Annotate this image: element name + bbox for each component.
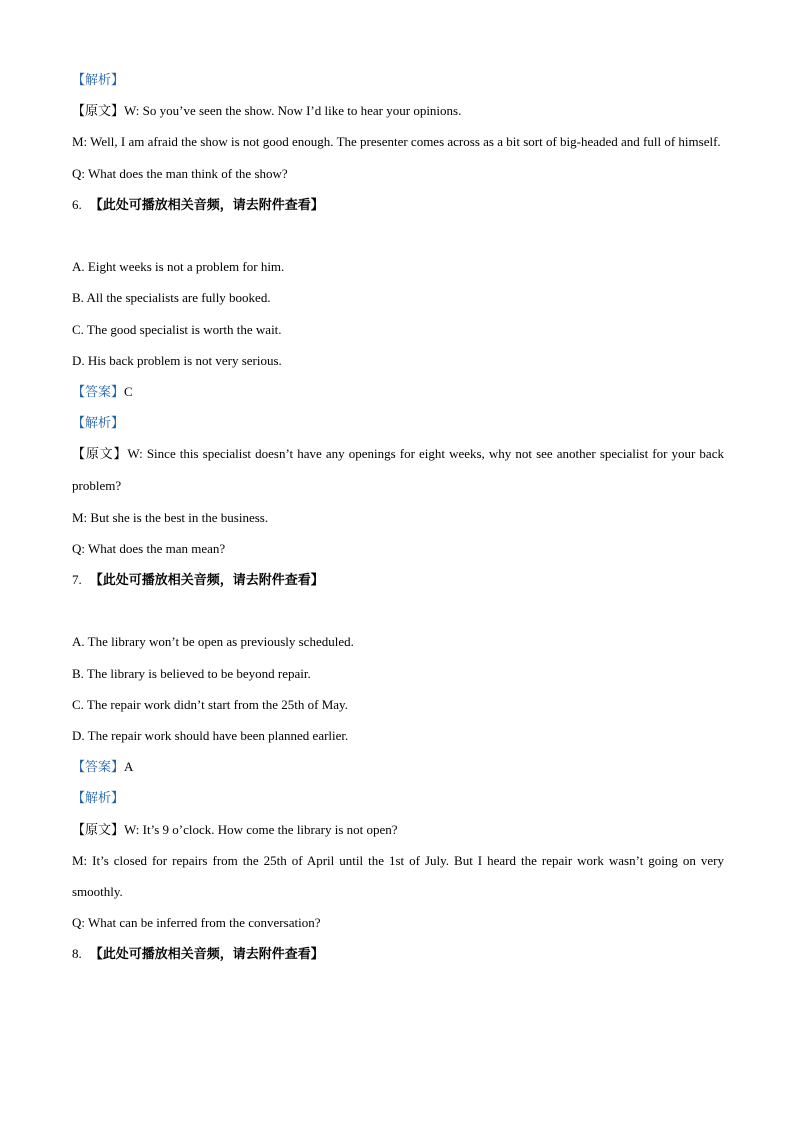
answer-label: 【答案】: [72, 384, 125, 400]
transcript-text: W: It’s 9 o’clock. How come the library is not open?: [124, 821, 398, 837]
audio-placeholder[interactable]: 【此处可播放相关音频，请去附件查看】: [89, 573, 324, 589]
answer-line: [72, 376, 724, 407]
spacer: [72, 595, 724, 626]
option-a: A. The library won’t be open as previously scheduled.: [72, 634, 354, 650]
transcript-text: W: So you’ve seen the show. Now I’d like to hear your opinions.: [124, 103, 462, 119]
transcript-w-line: [72, 438, 724, 501]
analysis-label: 【解析】: [72, 791, 125, 807]
transcript-w-line: [72, 95, 724, 126]
transcript-label: 【原文】: [72, 104, 125, 120]
transcript-q-line: Q: What can be inferred from the conversation?: [72, 915, 321, 931]
analysis-label: 【解析】: [72, 416, 125, 432]
option-b: B. The library is believed to be beyond repair.: [72, 665, 311, 681]
option-c: C. The good specialist is worth the wait.: [72, 321, 282, 337]
transcript-w-line: [72, 814, 724, 845]
option-b: B. All the specialists are fully booked.: [72, 290, 271, 306]
document-page: [72, 64, 724, 970]
analysis-heading: [72, 64, 724, 95]
audio-placeholder[interactable]: 【此处可播放相关音频，请去附件查看】: [89, 947, 324, 963]
transcript-label: 【原文】: [72, 822, 125, 838]
answer-value: A: [124, 759, 134, 775]
answer-label: 【答案】: [72, 760, 125, 776]
question-6-header: [72, 189, 724, 220]
analysis-label: 【解析】: [72, 73, 125, 88]
question-number: 8.: [72, 946, 82, 962]
option-d: D. His back problem is not very serious.: [72, 352, 282, 368]
answer-line: [72, 751, 724, 782]
transcript-m-line: M: It’s closed for repairs from the 25th of April until the 1st of July. But I heard the repair work wasn’t going on very smoothly.: [72, 852, 724, 899]
transcript-q-line: Q: What does the man mean?: [72, 540, 226, 556]
audio-placeholder[interactable]: 【此处可播放相关音频，请去附件查看】: [89, 197, 324, 213]
question-number: 7.: [72, 572, 82, 588]
question-7-header: [72, 564, 724, 595]
option-d: D. The repair work should have been planned earlier.: [72, 727, 349, 743]
answer-value: C: [124, 383, 133, 399]
transcript-m-line: M: But she is the best in the business.: [72, 509, 269, 525]
transcript-m-line: M: Well, I am afraid the show is not good enough. The presenter comes across as a bit sort of big-headed and full of himself.: [72, 134, 721, 150]
option-a: A. Eight weeks is not a problem for him.: [72, 259, 285, 275]
analysis-heading: [72, 782, 724, 813]
question-8-header: [72, 938, 724, 969]
question-number: 6.: [72, 196, 82, 212]
transcript-text: W: Since this specialist doesn’t have any openings for eight weeks, why not see another specialist for your back problem?: [72, 446, 724, 494]
option-c: C. The repair work didn’t start from the 25th of May.: [72, 696, 348, 712]
analysis-heading: [72, 407, 724, 438]
transcript-q-line: Q: What does the man think of the show?: [72, 165, 288, 181]
transcript-label: 【原文】: [72, 447, 128, 463]
spacer: [72, 220, 724, 251]
